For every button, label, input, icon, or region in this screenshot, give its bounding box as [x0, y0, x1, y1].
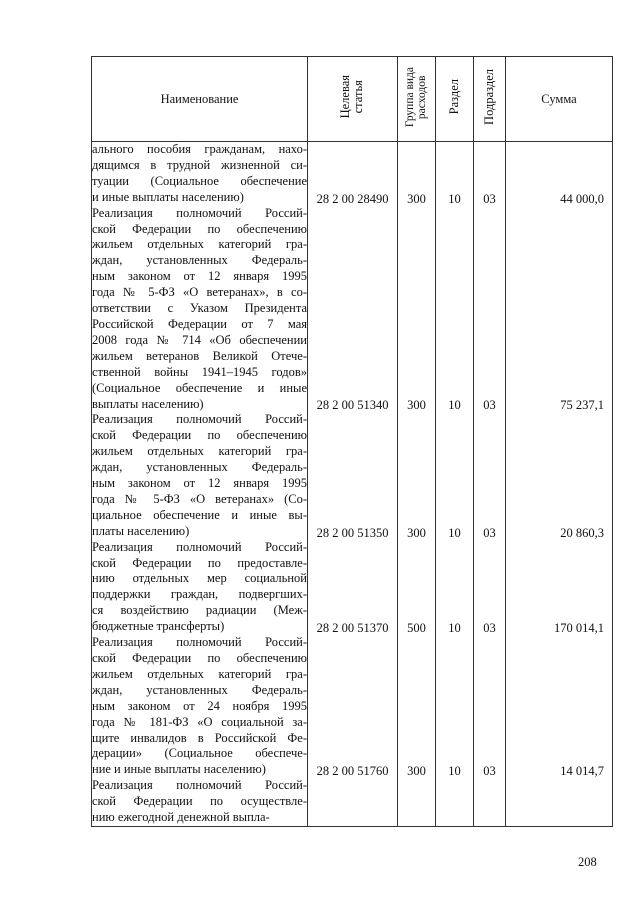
item-name-line: циальное обеспечение и иные вы-: [92, 507, 307, 522]
item-name-line: 2008 года № 714 «Об обеспечении: [92, 332, 307, 347]
item-name-line: поддержки граждан, подвергших-: [92, 587, 307, 602]
item-name-line: платы населению): [92, 523, 190, 538]
item-name-line: щите инвалидов в Российской Фе-: [92, 730, 307, 745]
item-name-line: Реализация полномочий Россий-: [92, 539, 307, 554]
header-target-article: Целевая статья: [308, 57, 398, 142]
section-value: 10: [448, 764, 461, 779]
budget-table: [91, 56, 613, 827]
section-value: 10: [448, 525, 461, 540]
item-name-line: жильем ветеранов Великой Отече-: [92, 348, 307, 363]
item-name-line: ждан, установленных Федераль-: [92, 460, 307, 475]
item-name-line: Реализация полномочий Россий-: [92, 412, 307, 427]
item-name-line: ным законом от 24 ноября 1995: [92, 698, 307, 713]
item-name-line: года № 5-ФЗ «О ветеранах», в со-: [92, 285, 307, 300]
item-name-line: ской Федерации по обеспечению: [92, 651, 307, 665]
item-name-line: выплаты населению): [92, 396, 204, 411]
subsection-value: 03: [483, 398, 496, 413]
target-article-value: 28 2 00 51350: [316, 525, 389, 540]
item-name-line: ской Федерации по осуществле-: [92, 794, 307, 809]
item-name-line: ждан, установленных Федераль-: [92, 682, 307, 697]
item-name-line: ным законом от 12 января 1995: [92, 476, 307, 491]
item-name-line: года № 5-ФЗ «О ветеранах» (Со-: [92, 491, 307, 506]
item-name-line: Реализация полномочий Россий-: [92, 205, 307, 220]
item-name-line: ответствии с Указом Президента: [92, 301, 307, 316]
item-name-line: года № 181-ФЗ «О социальной за-: [92, 714, 307, 729]
item-name-line: жильем отдельных категорий гра-: [92, 666, 307, 681]
expense-group-value: 300: [407, 191, 426, 206]
item-name-line: и иные выплаты населению): [92, 189, 244, 204]
sum-value: 14 014,7: [560, 764, 604, 779]
item-name-line: дящимся в трудной жизненной си-: [92, 157, 307, 172]
target-article-column: [308, 142, 398, 827]
header-section: Раздел: [436, 57, 474, 142]
expense-group-value: 300: [407, 764, 426, 779]
item-name-line: ской Федерации по обеспечению: [92, 428, 307, 443]
sum-value: 44 000,0: [560, 191, 604, 206]
page-number: 208: [578, 855, 597, 869]
item-name-line: жильем отдельных категорий гра-: [92, 237, 307, 252]
sum-value: 170 014,1: [554, 621, 604, 635]
item-name-line: ального пособия гражданам, нахо-: [92, 142, 307, 156]
item-name-line: Реализация полномочий Россий-: [92, 778, 307, 793]
sum-column: [506, 142, 613, 827]
item-name-line: Российской Федерации от 7 мая: [92, 316, 307, 331]
target-article-value: 28 2 00 51760: [316, 764, 389, 779]
item-name-line: жильем отдельных категорий гра-: [92, 444, 307, 459]
expense-group-value: 500: [407, 621, 426, 635]
item-name-line: ской Федерации по предоставле-: [92, 555, 307, 570]
item-name-line: ственной войны 1941–1945 годов»: [92, 364, 307, 379]
table-body-row: [92, 142, 613, 827]
sum-value: 20 860,3: [560, 525, 604, 540]
name-column: [92, 142, 308, 827]
subsection-column: [474, 142, 506, 827]
target-article-value: 28 2 00 51370: [316, 621, 389, 635]
section-column: [436, 142, 474, 827]
item-name-line: бюджетные трансферты): [92, 619, 225, 634]
expense-group-value: 300: [407, 398, 426, 413]
target-article-value: 28 2 00 51340: [316, 398, 389, 413]
item-name-line: ние и иные выплаты населению): [92, 762, 266, 777]
expense-group-value: 300: [407, 525, 426, 540]
target-article-value: 28 2 00 28490: [316, 191, 389, 206]
item-name-line: дерации» (Социальное обеспече-: [92, 746, 307, 761]
item-name-line: ным законом от 12 января 1995: [92, 269, 307, 284]
header-subsection: Подраздел: [474, 57, 506, 142]
section-value: 10: [448, 621, 461, 635]
item-name-line: нию ежегодной денежной выпла-: [92, 810, 270, 825]
table-header-row: [92, 57, 613, 142]
item-name-line: ской Федерации по обеспечению: [92, 221, 307, 236]
item-name-line: ждан, установленных Федераль-: [92, 253, 307, 268]
expense-group-column: [398, 142, 436, 827]
header-name: Наименование: [92, 57, 308, 142]
item-name-line: туации (Социальное обеспечение: [92, 173, 307, 188]
subsection-value: 03: [483, 191, 496, 206]
section-value: 10: [448, 398, 461, 413]
section-value: 10: [448, 191, 461, 206]
item-name-line: нию отдельных мер социальной: [92, 571, 307, 586]
item-name-line: (Социальное обеспечение и иные: [92, 380, 307, 395]
header-expense-group: Группа вида расходов: [398, 57, 436, 142]
item-name-line: ся воздействию радиации (Меж-: [92, 603, 307, 618]
subsection-value: 03: [483, 525, 496, 540]
subsection-value: 03: [483, 621, 496, 635]
item-name-line: Реализация полномочий Россий-: [92, 635, 307, 650]
header-sum: Сумма: [506, 57, 613, 142]
subsection-value: 03: [483, 764, 496, 779]
sum-value: 75 237,1: [560, 398, 604, 413]
